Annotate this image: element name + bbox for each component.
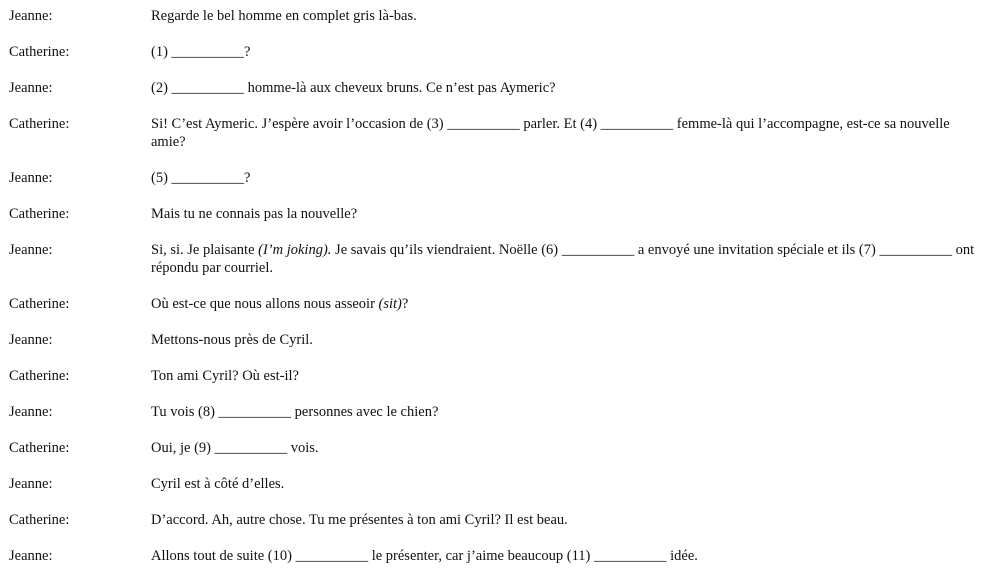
speech-text xyxy=(151,547,981,565)
speech-segment: Oui, je (9) __________ vois. xyxy=(151,440,319,456)
speaker-label: Jeanne: xyxy=(9,170,53,186)
speaker-label: Catherine: xyxy=(9,296,70,312)
speech-text xyxy=(151,79,981,97)
speech-segment: Si, si. Je plaisante xyxy=(151,242,259,258)
italic-gloss: (sit) xyxy=(378,296,402,312)
speech-segment: (5) __________? xyxy=(151,170,251,186)
speech-text xyxy=(151,511,981,529)
speech-text xyxy=(151,7,981,25)
speaker-label: Jeanne: xyxy=(9,404,53,420)
speech-segment: Je savais qu’ils viendraient. Noëlle (6) __________ a envoyé une invitation spéciale et ils (7) __________ ont répondu par courriel. xyxy=(151,242,978,276)
speech-text xyxy=(151,169,981,187)
speech-text xyxy=(151,439,981,457)
speaker-label: Catherine: xyxy=(9,512,70,528)
speech-text xyxy=(151,205,981,223)
speech-text xyxy=(151,295,981,313)
speaker-label: Catherine: xyxy=(9,44,70,60)
speech-segment: Tu vois (8) __________ personnes avec le chien? xyxy=(151,404,439,420)
speech-text xyxy=(151,115,981,151)
speech-segment: D’accord. Ah, autre chose. Tu me présentes à ton ami Cyril? Il est beau. xyxy=(151,512,568,528)
speech-segment: (1) __________? xyxy=(151,44,251,60)
speaker-label: Jeanne: xyxy=(9,332,53,348)
speech-segment: Cyril est à côté d’elles. xyxy=(151,476,285,492)
speaker-label: Catherine: xyxy=(9,440,70,456)
speaker-label: Jeanne: xyxy=(9,476,53,492)
speaker-label: Jeanne: xyxy=(9,80,53,96)
speech-text xyxy=(151,403,981,421)
speaker-label: Jeanne: xyxy=(9,242,53,258)
speaker-label: Catherine: xyxy=(9,116,70,132)
speaker-label: Catherine: xyxy=(9,206,70,222)
speech-segment: Ton ami Cyril? Où est-il? xyxy=(151,368,299,384)
speech-segment: Où est-ce que nous allons nous asseoir xyxy=(151,296,379,312)
speaker-label: Catherine: xyxy=(9,368,70,384)
speech-text xyxy=(151,331,981,349)
speaker-label: Jeanne: xyxy=(9,548,53,564)
speech-segment: Si! C’est Aymeric. J’espère avoir l’occasion de (3) __________ parler. Et (4) __________ femme-là qui l’accompagne, est-ce sa nouvelle amie? xyxy=(151,116,954,150)
speech-segment: Mettons-nous près de Cyril. xyxy=(151,332,313,348)
italic-gloss: (I’m joking). xyxy=(258,242,332,258)
speech-text xyxy=(151,241,981,277)
speech-text xyxy=(151,475,981,493)
speech-segment: Mais tu ne connais pas la nouvelle? xyxy=(151,206,358,222)
speech-text xyxy=(151,43,981,61)
speech-text xyxy=(151,367,981,385)
speech-segment: Regarde le bel homme en complet gris là-bas. xyxy=(151,8,417,24)
speech-segment: ? xyxy=(401,296,409,312)
speech-segment: Allons tout de suite (10) __________ le présenter, car j’aime beaucoup (11) __________ idée. xyxy=(151,548,698,564)
speaker-label: Jeanne: xyxy=(9,8,53,24)
speech-segment: (2) __________ homme-là aux cheveux bruns. Ce n’est pas Aymeric? xyxy=(151,80,556,96)
